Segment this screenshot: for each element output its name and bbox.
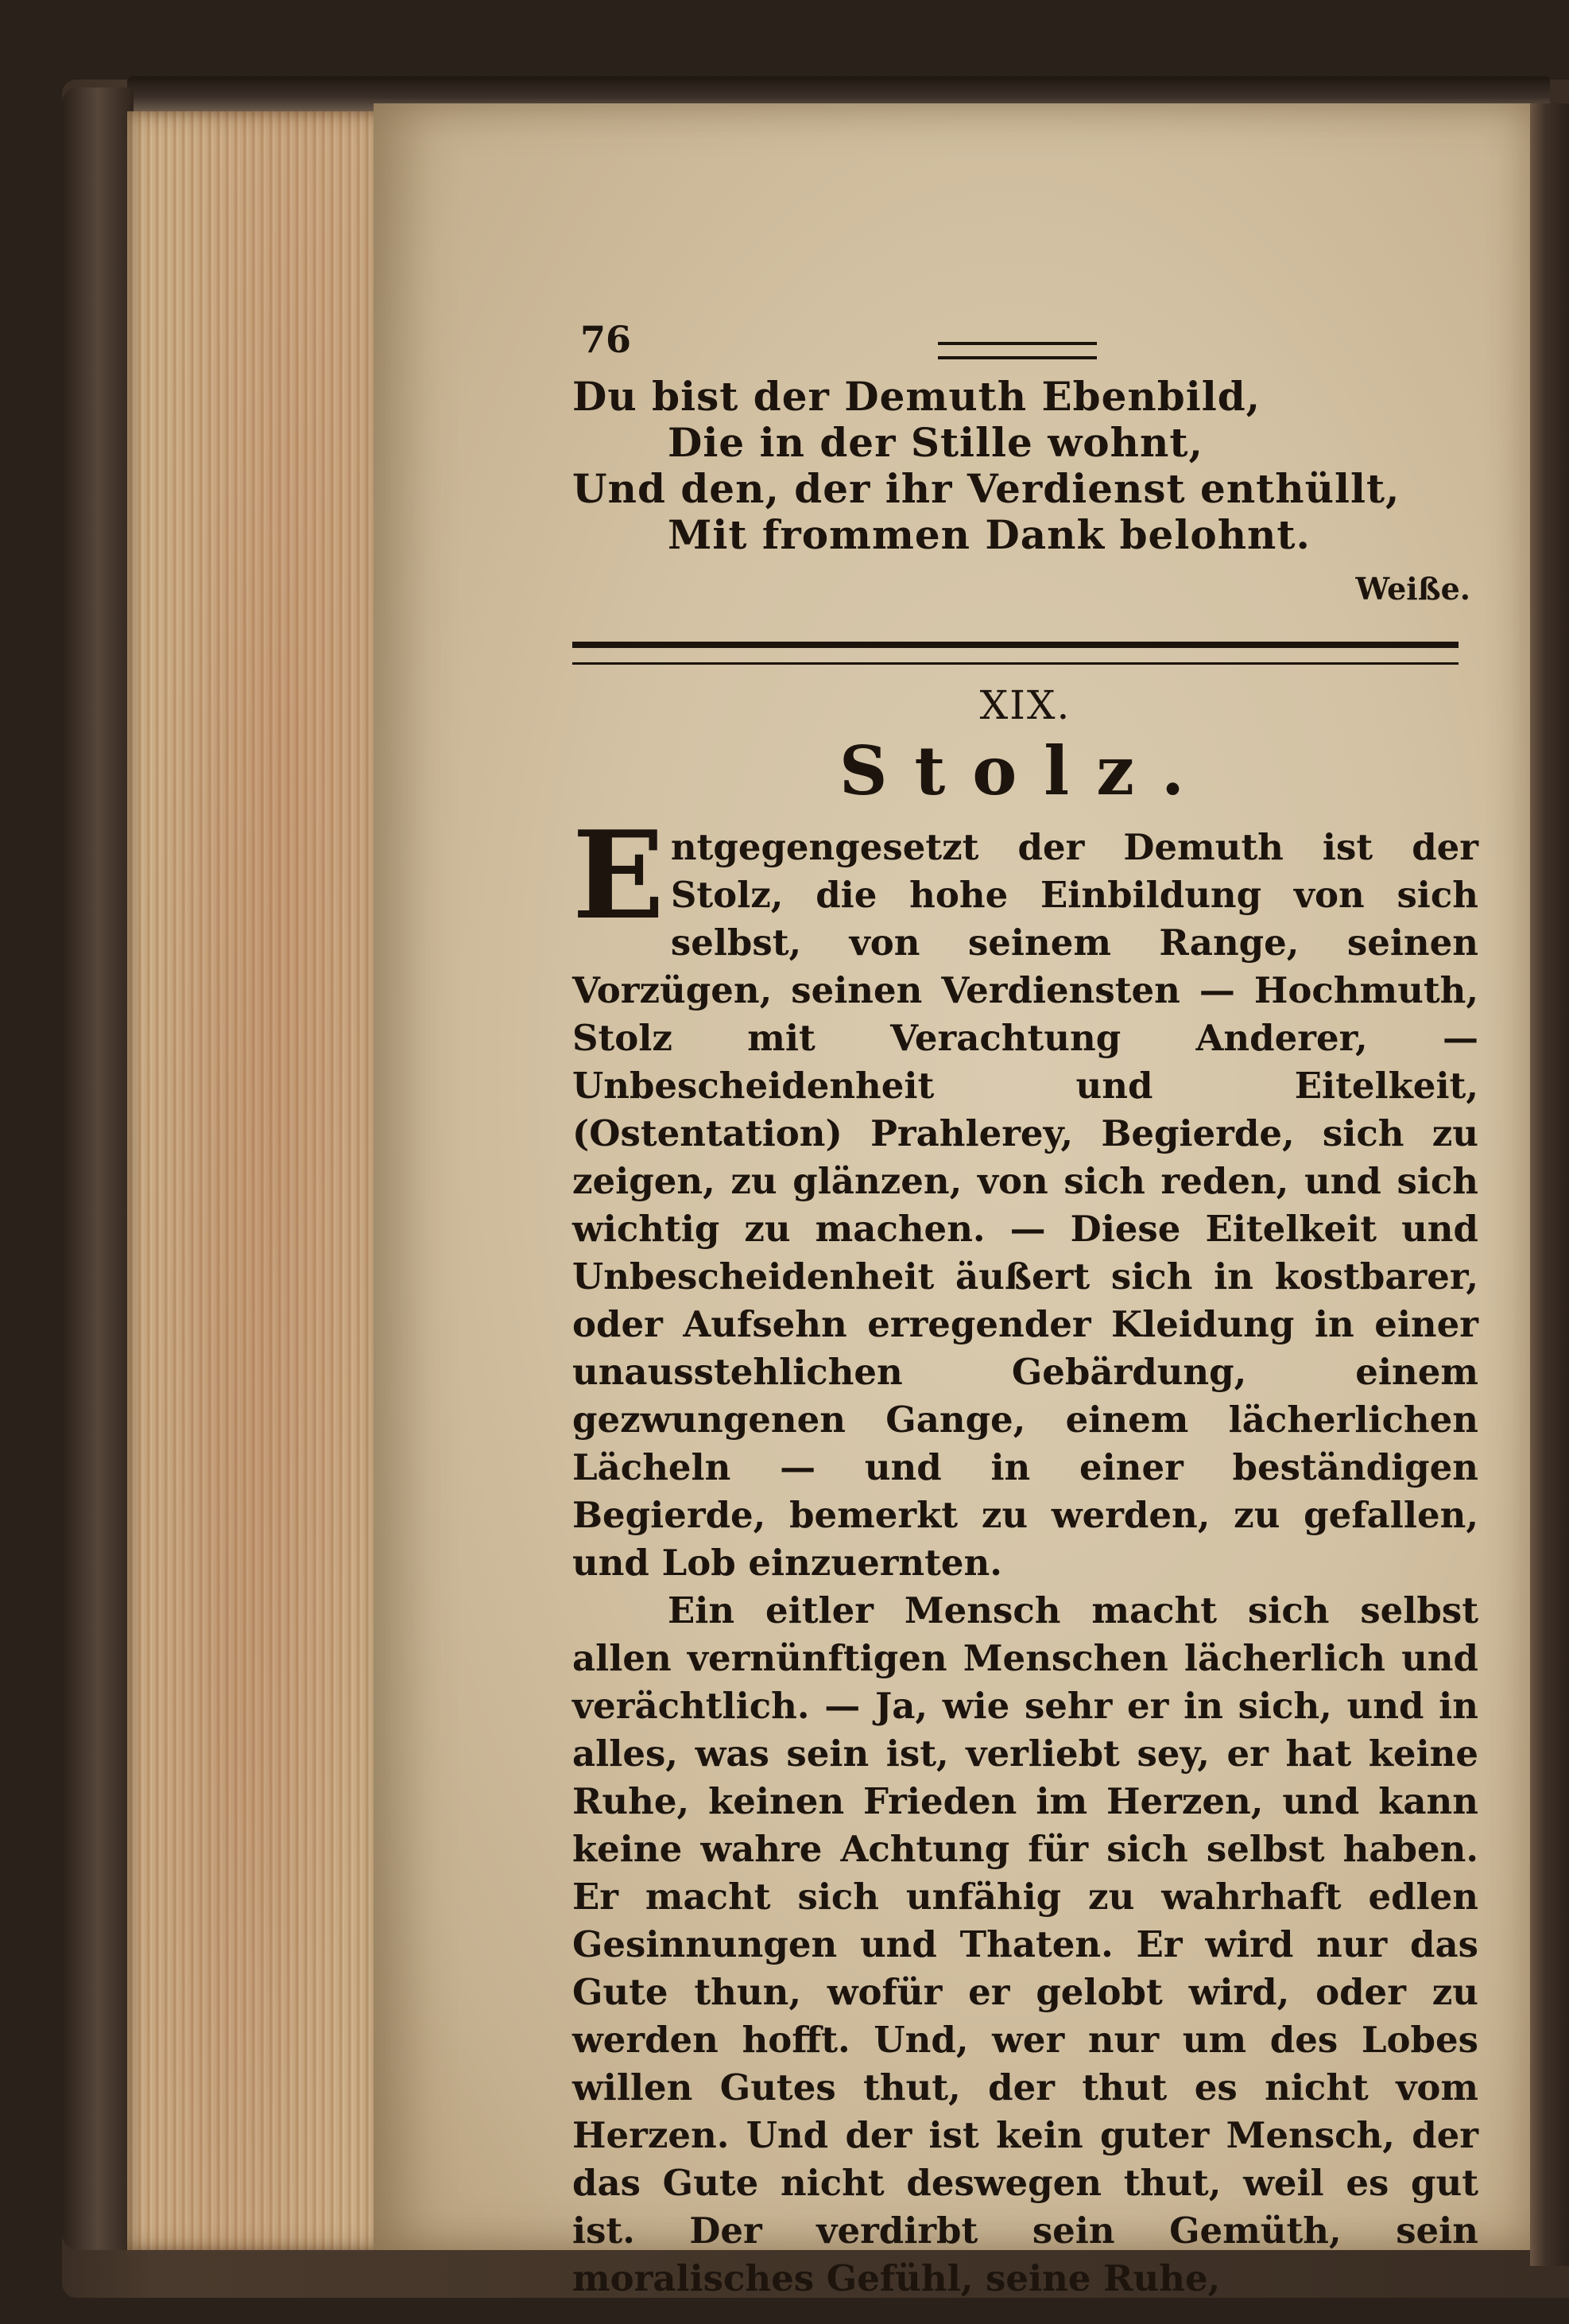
page-block-edge [127, 111, 397, 2250]
body-paragraph [572, 804, 1478, 1587]
verse-stanza [572, 374, 1478, 558]
book-spine [62, 87, 134, 2250]
header-ornament [938, 342, 1097, 359]
page-number: 76 [580, 318, 632, 361]
section-title: Stolz. [839, 731, 1212, 810]
verse-line: Die in der Stille wohnt, [668, 419, 1203, 466]
drop-cap: E [572, 804, 664, 946]
body-paragraph: Ein eitler Mensch macht sich selbst allen vernünftigen Menschen lächerlich und verächtlich. — Ja, wie sehr er in sich, und in alles, was sein ist, verliebt sey, er hat keine Ruhe, keinen Frieden im Herzen, und kann keine wahre Achtung für sich selbst haben. Er macht sich unfähig zu wahrhaft edlen Gesinnungen und Thaten. Er wird nur das Gute thun, wofür er gelobt wird, oder zu werden hofft. Und, wer nur um des Lobes willen Gutes thut, der thut es nicht vom Herzen. Und der ist kein guter Mensch, der das Gute nicht deswegen thut, weil es gut ist. Der verdirbt sein Gemüth, sein moralisches Gefühl, seine Ruhe, [572, 1589, 1478, 2299]
verse-attribution: Weiße. [1355, 571, 1470, 607]
section-number: XIX. [979, 682, 1071, 728]
section-divider [572, 642, 1459, 665]
page-header [572, 310, 1478, 374]
page-gutter-shadow [1530, 103, 1569, 2266]
paragraph-text: ntgegengesetzt der Demuth ist der Stolz, die hohe Einbildung von sich selbst, von seinem Range, seinen Vorzügen, seinen Verdiensten — Hochmuth, Stolz mit Verachtung Anderer, — Unbescheidenheit und Eitelkeit, (Ostentation) Prahlerey, Begierde, sich zu zeigen, zu glänzen, von sich reden, und sich wichtig zu machen. — Diese Eitelkeit und Unbescheidenheit äußert sich in kostbarer, oder Aufsehn erregender Kleidung in einer unausstehlichen Gebärdung, einem gezwungenen Gange, einem lächerlichen Lächeln — und in einer beständigen Begierde, bemerkt zu werden, zu gefallen, und Lob einzuernten. [572, 826, 1478, 1584]
page-content [572, 310, 1478, 2303]
verse-line: Und den, der ihr Verdienst enthüllt, [572, 465, 1400, 512]
verse-line: Mit frommen Dank belohnt. [668, 511, 1311, 558]
verse-line: Du bist der Demuth Ebenbild, [572, 373, 1261, 420]
